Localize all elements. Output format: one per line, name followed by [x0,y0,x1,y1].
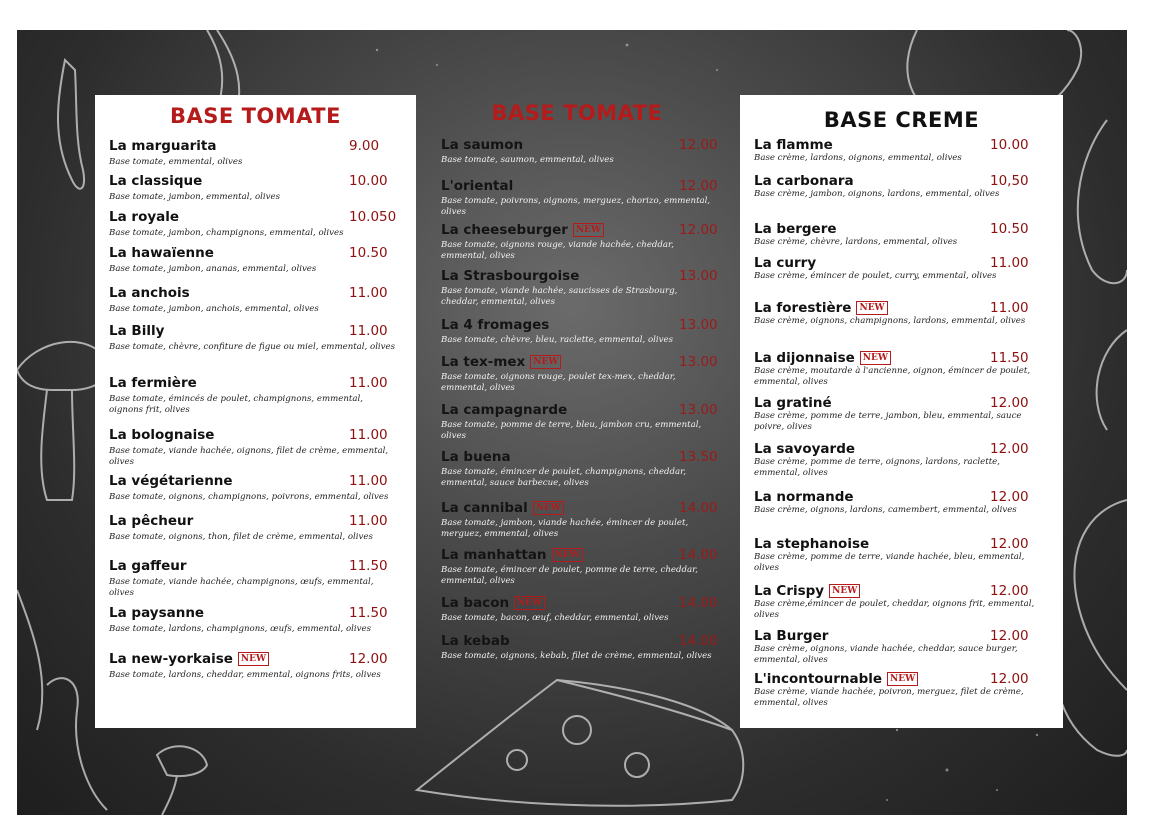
menu-item-name [441,178,513,194]
menu-item-name-text: La cannibal [441,500,528,516]
menu-item-name [441,449,511,465]
menu-item-description: Base tomate, lardons, champignons, œufs, emmental, olives [109,624,372,634]
menu-item-price: 12.00 [349,651,388,667]
menu-item-price: 11.00 [349,323,388,339]
menu-item-name [109,558,187,574]
menu-item-description: Base tomate, chèvre, confiture de figue ou miel, emmental, olives [109,342,396,352]
menu-item-name-text: La gratiné [754,395,832,411]
menu-item-name [109,285,190,301]
menu-item-description: Base tomate, jambon, champignons, emmental, olives [109,228,344,238]
menu-item-price: 11.00 [349,375,388,391]
new-badge: NEW [514,596,545,610]
menu-item-name-text: La Strasbourgoise [441,268,580,284]
menu-item-name-text: La hawaïenne [109,245,214,261]
menu-item-name-text: L'incontournable [754,671,883,687]
new-badge: NEW [856,301,887,315]
new-badge: NEW [573,223,604,237]
pepper-illustration [1074,500,1127,690]
menu-item-price: 14.00 [679,500,718,516]
section-base-creme [740,95,1063,728]
menu-item-name [109,323,164,339]
menu-item-name-text: La new-yorkaise [109,651,233,667]
menu-item-description: Base crème, pomme de terre, jambon, bleu, emmental, sauce poivre, olives [754,411,1022,432]
menu-item-name-text: La végétarienne [109,473,233,489]
menu-item-name-text: La curry [754,255,817,271]
menu-item-name-text: La campagnarde [441,402,568,418]
menu-item-name-text: La Burger [754,628,829,644]
menu-item-name [441,317,549,333]
menu-item-price: 12.00 [679,222,718,238]
menu-item-name [754,350,891,366]
menu-item-name-text: La anchois [109,285,190,301]
menu-item-name [441,402,567,418]
menu-item-price: 11.00 [990,255,1029,271]
menu-item-name-text: La tex-mex [441,354,526,370]
menu-item-description: Base tomate, viande hachée, champignons, œufs, emmental, olives [109,577,374,598]
menu-item-description: Base tomate, oignons rouge, poulet tex-mex, cheddar, emmental, olives [441,372,676,393]
new-badge: NEW [530,355,561,369]
menu-item-name [109,138,216,154]
menu-item-name [109,473,233,489]
menu-item-name [754,671,918,687]
menu-item-price: 12.00 [990,536,1029,552]
menu-item-description: Base tomate, émincer de poulet, pomme de terre, cheddar, emmental, olives [441,565,698,586]
menu-item-price: 14.00 [679,595,718,611]
menu-item-name-text: La fermière [109,375,197,391]
menu-item-description: Base tomate, emmental, olives [109,157,243,167]
menu-item-description: Base tomate, émincer de poulet, champignons, cheddar, emmental, sauce barbecue, olives [441,467,687,488]
menu-item-description: Base tomate, lardons, cheddar, emmental, oignons frits, olives [109,670,381,680]
new-badge: NEW [533,501,564,515]
menu-item-price: 10.50 [349,245,388,261]
menu-item-description: Base tomate, jambon, emmental, olives [109,192,280,202]
menu-item-name-text: La saumon [441,137,524,153]
menu-item-description: Base tomate, jambon, ananas, emmental, olives [109,264,317,274]
menu-item-price: 11.00 [349,427,388,443]
menu-item-name-text: La forestière [754,300,852,316]
menu-item-name-text: La normande [754,489,854,505]
menu-item-description: Base tomate, viande hachée, saucisses de Strasbourg, cheddar, emmental, olives [441,286,678,307]
menu-item-description: Base crème, moutarde à l'ancienne, oignon, émincer de poulet, emmental, olives [754,366,1031,387]
menu-item-name-text: La savoyarde [754,441,856,457]
menu-item-description: Base crème, émincer de poulet, curry, emmental, olives [754,271,997,281]
menu-item-price: 12.00 [990,628,1029,644]
menu-item-name-text: La pêcheur [109,513,194,529]
menu-item-description: Base tomate, oignons, champignons, poivrons, emmental, olives [109,492,389,502]
menu-item-name [754,441,855,457]
menu-item-price: 12.00 [679,178,718,194]
menu-item-name [754,255,816,271]
menu-item-name [109,209,179,225]
menu-item-name-text: La flamme [754,137,833,153]
section-title: BASE CREME [823,108,980,132]
menu-item-price: 12.00 [990,441,1029,457]
menu-item-name-text: La Billy [109,323,165,339]
menu-item-name-text: La royale [109,209,180,225]
menu-item-name [109,375,197,391]
menu-item-name [441,595,545,611]
menu-item-description: Base tomate, saumon, emmental, olives [441,155,614,165]
menu-item-description: Base tomate, oignons, thon, filet de crème, emmental, olives [109,532,373,542]
menu-item-name [109,245,214,261]
menu-item-description: Base crème, lardons, oignons, emmental, olives [754,153,962,163]
menu-item-name-text: La stephanoise [754,536,870,552]
menu-item-description: Base crème, chèvre, lardons, emmental, olives [754,237,958,247]
new-badge: NEW [552,548,583,562]
menu-item-name-text: La bergere [754,221,837,237]
menu-item-name-text: La kebab [441,633,510,649]
menu-item-description: Base tomate, émincés de poulet, champignons, emmental, oignons frit, olives [109,394,363,415]
menu-item-name [441,222,604,238]
menu-item-price: 11.50 [990,350,1029,366]
menu-item-price: 12.00 [990,583,1029,599]
section-base-tomate-left [95,95,416,728]
menu-item-price: 11.00 [349,513,388,529]
menu-item-name [754,628,828,644]
menu-item-description: Base tomate, poivrons, oignons, merguez, chorizo, emmental, olives [441,196,711,217]
menu-item-price: 12.00 [990,671,1029,687]
menu-item-name [109,605,204,621]
menu-item-name-text: La manhattan [441,547,547,563]
menu-item-description: Base tomate, chèvre, bleu, raclette, emmental, olives [441,335,673,345]
menu-item-name-text: La Crispy [754,583,825,599]
menu-item-price: 13.00 [679,317,718,333]
menu-item-price: 10.00 [349,173,388,189]
menu-item-description: Base tomate, oignons, kebab, filet de crème, emmental, olives [441,651,712,661]
menu-item-price: 10.050 [349,209,397,225]
menu-item-name [441,547,583,563]
menu-item-price: 11.50 [349,558,388,574]
menu-item-description: Base tomate, oignons rouge, viande hachée, cheddar, emmental, olives [441,240,674,261]
section-title: BASE TOMATE [491,101,663,125]
menu-item-description: Base tomate, bacon, œuf, cheddar, emmental, olives [441,613,669,623]
menu-item-description: Base tomate, pomme de terre, bleu, jambon cru, emmental, olives [441,420,702,441]
menu-item-name [109,651,269,667]
menu-item-price: 11.00 [990,300,1029,316]
menu-item-description: Base crème, oignons, champignons, lardons, emmental, olives [754,316,1026,326]
menu-item-name-text: La buena [441,449,511,465]
section-title: BASE TOMATE [170,104,341,128]
menu-item-description: Base crème, oignons, lardons, camembert, emmental, olives [754,505,1017,515]
menu-item-price: 13.00 [679,402,718,418]
menu-item-price: 11.00 [349,285,388,301]
menu-item-name [754,221,837,237]
menu-item-price: 9.00 [349,138,380,154]
menu-item-name [109,513,193,529]
menu-item-price: 14.00 [679,547,718,563]
menu-item-description: Base crème, viande hachée, poivron, merguez, filet de crème, emmental, olives [754,687,1024,708]
menu-item-description: Base tomate, jambon, viande hachée, émincer de poulet, merguez, emmental, olives [441,518,689,539]
menu-item-description: Base crème, jambon, oignons, lardons, emmental, olives [754,189,1000,199]
menu-item-price: 12.00 [990,489,1029,505]
menu-item-name [441,137,523,153]
menu-item-name-text: La marguarita [109,138,217,154]
menu-item-price: 10.50 [990,221,1029,237]
menu-item-name [754,137,833,153]
chalkboard-background [17,30,1127,815]
menu-item-name [441,354,561,370]
menu-item-price: 13.50 [679,449,718,465]
menu-item-name [754,173,854,189]
new-badge: NEW [860,351,891,365]
menu-item-name-text: La 4 fromages [441,317,550,333]
menu-item-price: 10.00 [990,137,1029,153]
menu-item-price: 11.00 [349,473,388,489]
menu-item-name [754,300,888,316]
menu-item-name-text: La bacon [441,595,510,611]
menu-item-name-text: La dijonnaise [754,350,855,366]
menu-item-name-text: La gaffeur [109,558,187,574]
menu-item-price: 14.00 [679,633,718,649]
menu-item-name [441,633,510,649]
menu-item-description: Base crème, pomme de terre, oignons, lardons, raclette, emmental, olives [754,457,1000,478]
menu-item-name [441,268,579,284]
menu-item-description: Base crème,émincer de poulet, cheddar, oignons frit, emmental, olives [754,599,1035,620]
menu-item-name-text: L'oriental [441,178,514,194]
new-badge: NEW [829,584,860,598]
menu-item-price: 11.50 [349,605,388,621]
menu-item-price: 13.00 [679,268,718,284]
menu-item-price: 10,50 [990,173,1029,189]
menu-item-price: 13.00 [679,354,718,370]
section-base-tomate-middle [427,95,727,728]
menu-item-name [754,536,869,552]
menu-item-name-text: La carbonara [754,173,854,189]
new-badge: NEW [238,652,269,666]
menu-item-name-text: La bolognaise [109,427,215,443]
menu-item-price: 12.00 [990,395,1029,411]
new-badge: NEW [887,672,918,686]
menu-item-name-text: La cheeseburger [441,222,568,238]
menu-item-name [441,500,564,516]
menu-item-price: 12.00 [679,137,718,153]
menu-item-description: Base crème, pomme de terre, viande hachée, bleu, emmental, olives [754,552,1025,573]
chili-pepper-illustration [58,60,84,189]
menu-item-name [109,173,202,189]
menu-item-name-text: La classique [109,173,203,189]
menu-item-name [109,427,214,443]
menu-item-description: Base tomate, jambon, anchois, emmental, olives [109,304,319,314]
menu-item-description: Base crème, oignons, viande hachée, cheddar, sauce burger, emmental, olives [754,644,1018,665]
menu-item-name [754,583,860,599]
menu-item-name [754,395,832,411]
menu-item-name [754,489,854,505]
menu-item-description: Base tomate, viande hachée, oignons, filet de crème, emmental, olives [109,446,389,467]
menu-item-name-text: La paysanne [109,605,205,621]
